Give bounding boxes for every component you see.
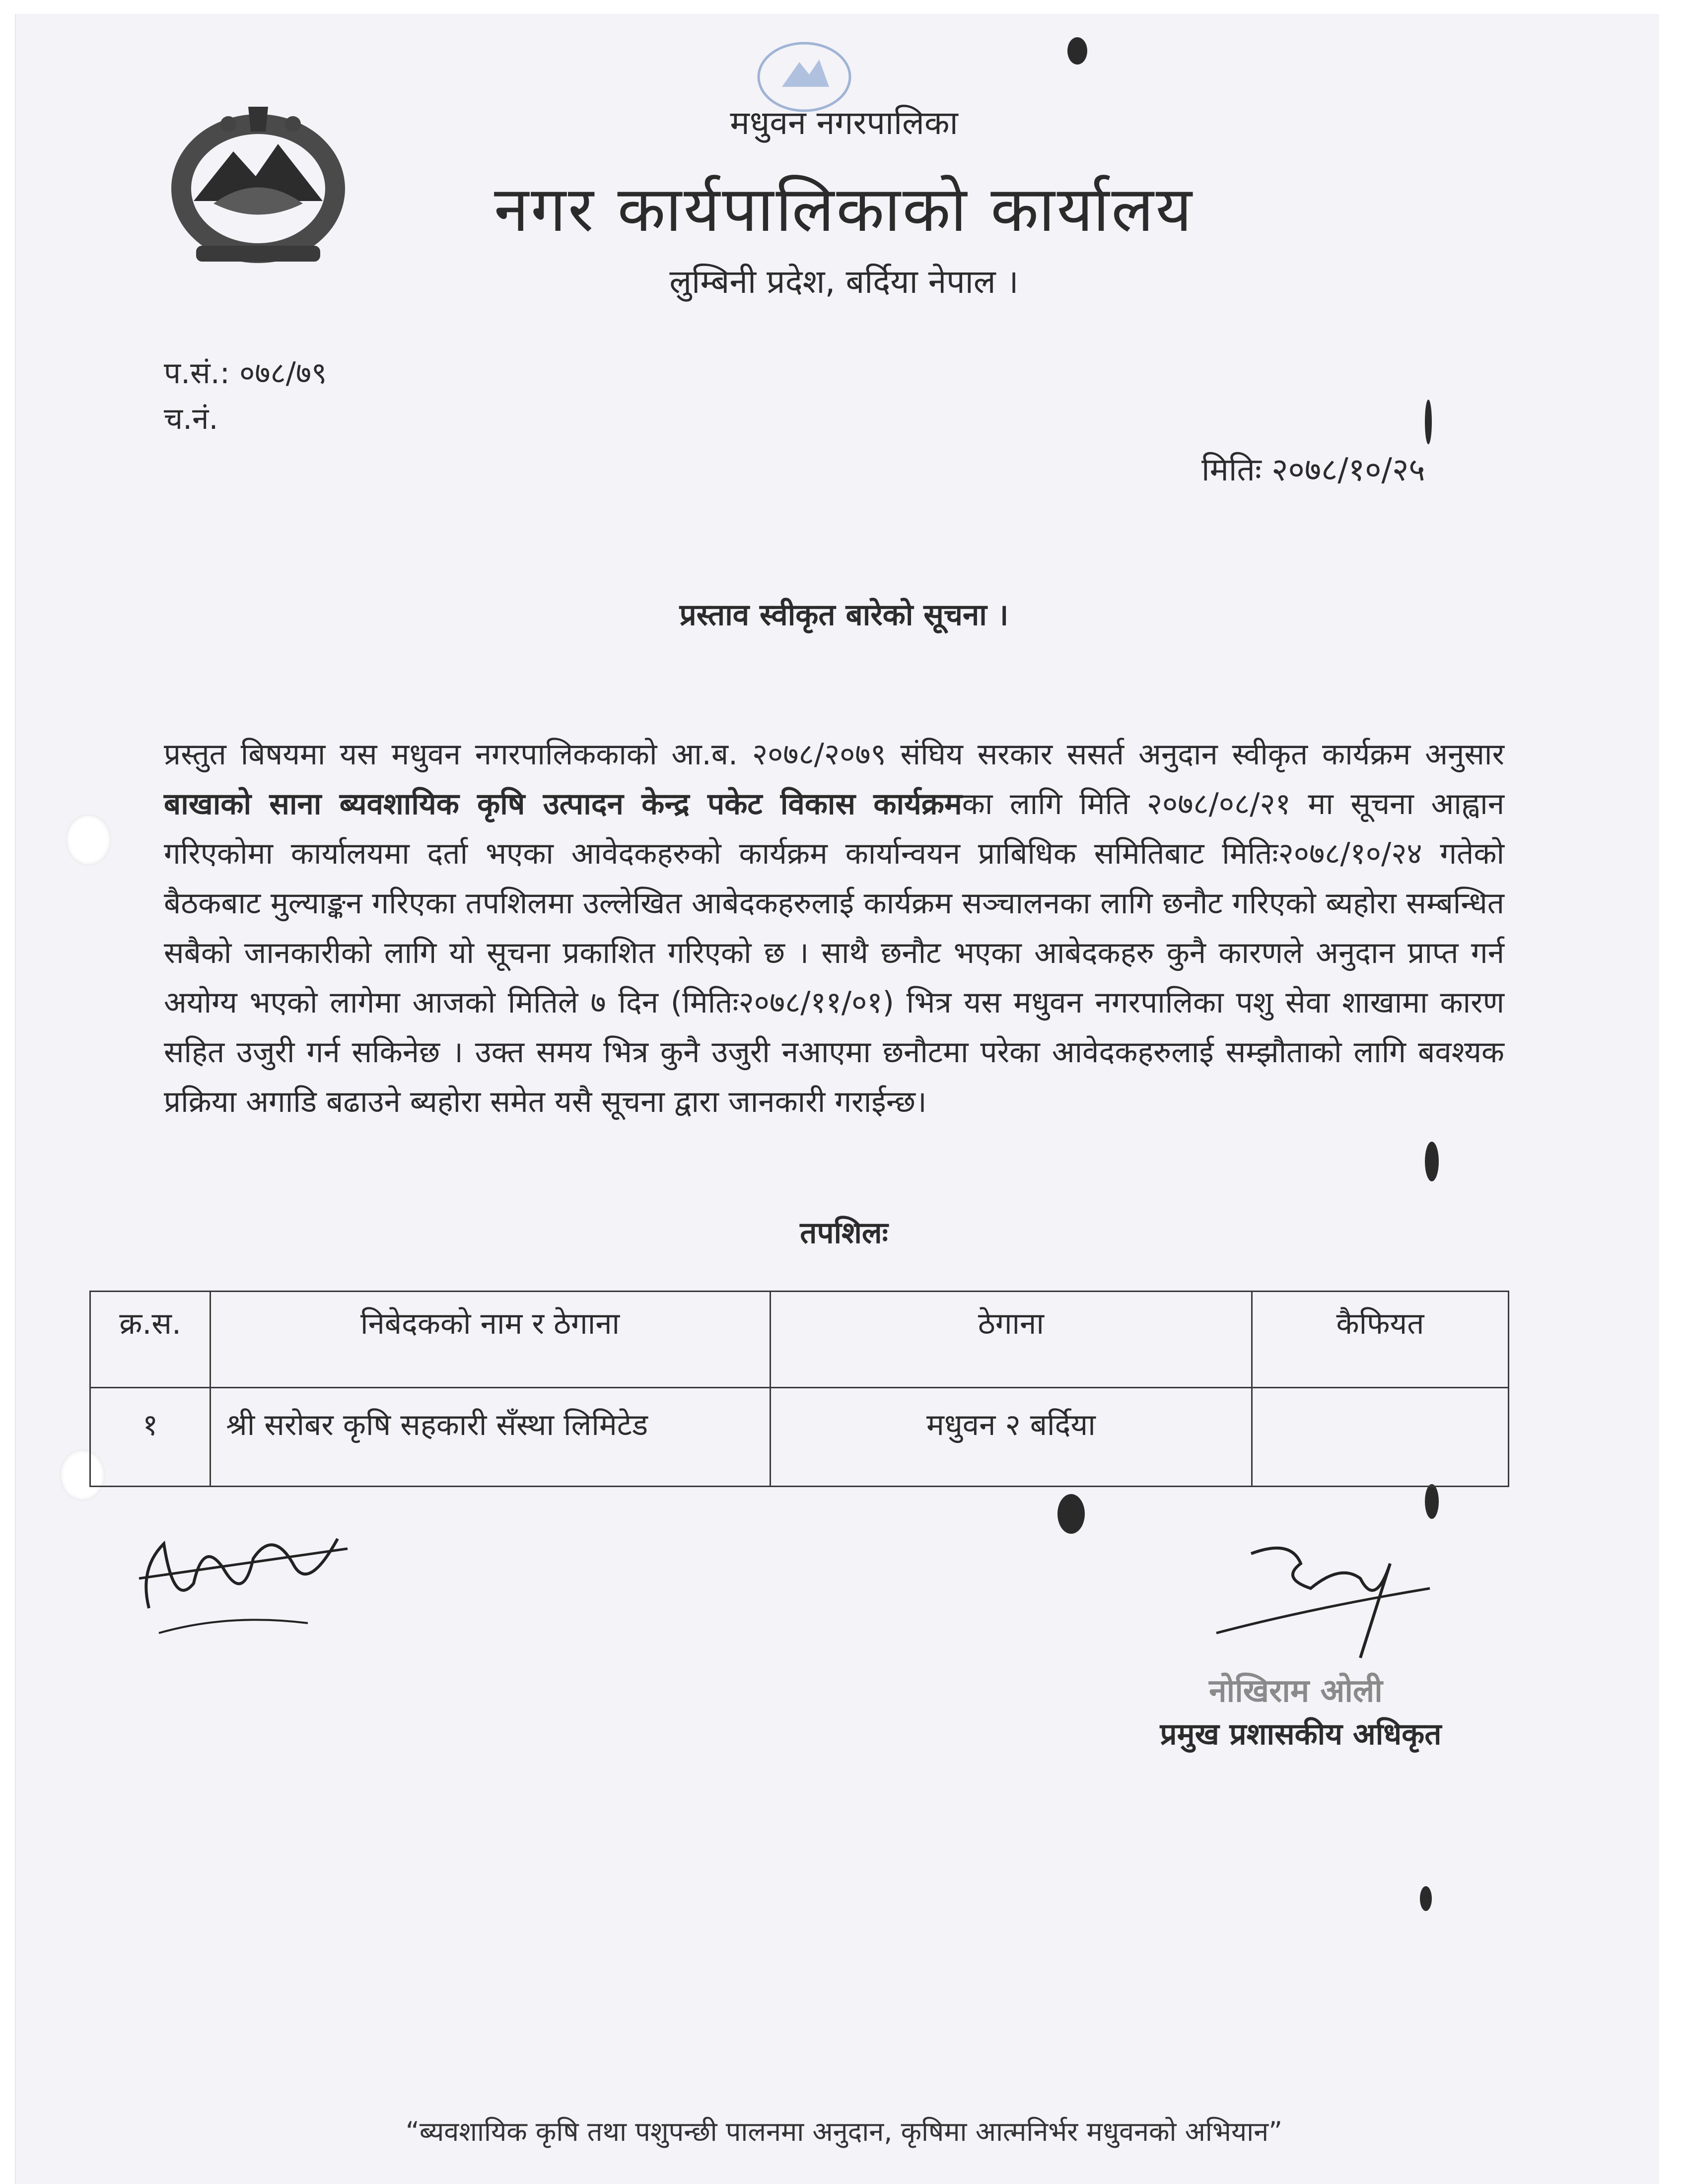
notice-body bbox=[164, 730, 1504, 1127]
ink-spot bbox=[1067, 37, 1087, 65]
table-row bbox=[90, 1388, 1509, 1487]
details-label: तपशिलः bbox=[800, 1216, 888, 1250]
officer-signature bbox=[1211, 1534, 1445, 1663]
col-header-address: ठेगाना bbox=[770, 1292, 1252, 1388]
footer-slogan: “ब्यवशायिक कृषि तथा पशुपन्छी पालनमा अनुदान, कृषिमा आत्मनिर्भर मधुवनको अभियान” bbox=[405, 2116, 1283, 2147]
officer-title: प्रमुख प्रशासकीय अधिकृत bbox=[1160, 1717, 1442, 1752]
officer-name: नोखिराम ओली bbox=[1209, 1673, 1383, 1709]
col-header-applicant: निबेदकको नाम र ठेगाना bbox=[211, 1292, 770, 1388]
left-signature bbox=[129, 1509, 377, 1648]
cell-remarks bbox=[1252, 1388, 1508, 1487]
cell-serial: १ bbox=[90, 1388, 211, 1487]
reference-number: प.सं.: ०७८/७९ bbox=[164, 356, 327, 391]
table-header-row bbox=[90, 1292, 1509, 1388]
body-text-part2: का लागि मिति २०७८/०८/२१ मा सूचना आह्वान गरिएकोमा कार्यालयमा दर्ता भएका आवेदकहरुको कार्यक्रम कार्यान्वयन प्राबिधिक समितिबाट मितिः२०७८/१०/२४ गतेको बैठकबाट मुल्याङ्कन गरिएका तपशिलमा उल्लेखित आबेदकहरुलाई कार्यक्रम सञ्चालनका लागि छनौट गरिएको ब्यहोरा सम्बन्धित सबैको जानकारीको लागि यो सूचना प्रकाशित गरिएको छ । साथै छनौट भएका आबेदकहरु कुनै कारणले अनुदान प्राप्त गर्न अयोग्य भएको लागेमा आजको मितिले ७ दिन (मितिः२०७८/११/०१) भित्र यस मधुवन नगरपालिका पशु सेवा शाखामा कारण सहित उजुरी गर्न सकिनेछ । उक्त समय भित्र कुनै उजुरी नआएमा छनौटमा परेका आवेदकहरुलाई सम्झौताको लागि बवश्यक प्रक्रिया अगाडि बढाउने ब्यहोरा समेत यसै सूचना द्वारा जानकारी गराईन्छ। bbox=[164, 787, 1504, 1119]
col-header-remarks: कैफियत bbox=[1252, 1292, 1508, 1388]
punch-hole bbox=[66, 814, 111, 866]
col-header-serial: क्र.स. bbox=[90, 1292, 211, 1388]
cell-applicant: श्री सरोबर कृषि सहकारी सँस्था लिमिटेड bbox=[211, 1388, 770, 1487]
municipality-name: मधुवन नगरपालिका bbox=[730, 104, 958, 142]
dispatch-number: च.नं. bbox=[164, 402, 218, 436]
letter-date: मितिः २०७८/१०/२५ bbox=[1201, 452, 1425, 488]
applicants-table bbox=[89, 1291, 1509, 1487]
ink-spot bbox=[1420, 1886, 1432, 1911]
program-name: बाखाको साना ब्यवशायिक कृषि उत्पादन केन्द्र पकेट विकास कार्यक्रम bbox=[164, 787, 962, 821]
ink-spot bbox=[1425, 1142, 1439, 1181]
ink-spot bbox=[1057, 1494, 1085, 1534]
body-text-part1: प्रस्तुत बिषयमा यस मधुवन नगरपालिककाको आ.ब. २०७८/२०७९ संघिय सरकार ससर्त अनुदान स्वीकृत कार्यक्रम अनुसार bbox=[164, 737, 1504, 772]
cell-address: मधुवन २ बर्दिया bbox=[770, 1388, 1252, 1487]
office-title: नगर कार्यपालिकाको कार्यालय bbox=[494, 173, 1194, 246]
notice-subject: प्रस्ताव स्वीकृत बारेको सूचना । bbox=[679, 598, 1009, 632]
ink-spot bbox=[1425, 1484, 1439, 1519]
office-address: लुम्बिनी प्रदेश, बर्दिया नेपाल । bbox=[669, 263, 1019, 301]
ink-spot bbox=[1425, 400, 1432, 444]
